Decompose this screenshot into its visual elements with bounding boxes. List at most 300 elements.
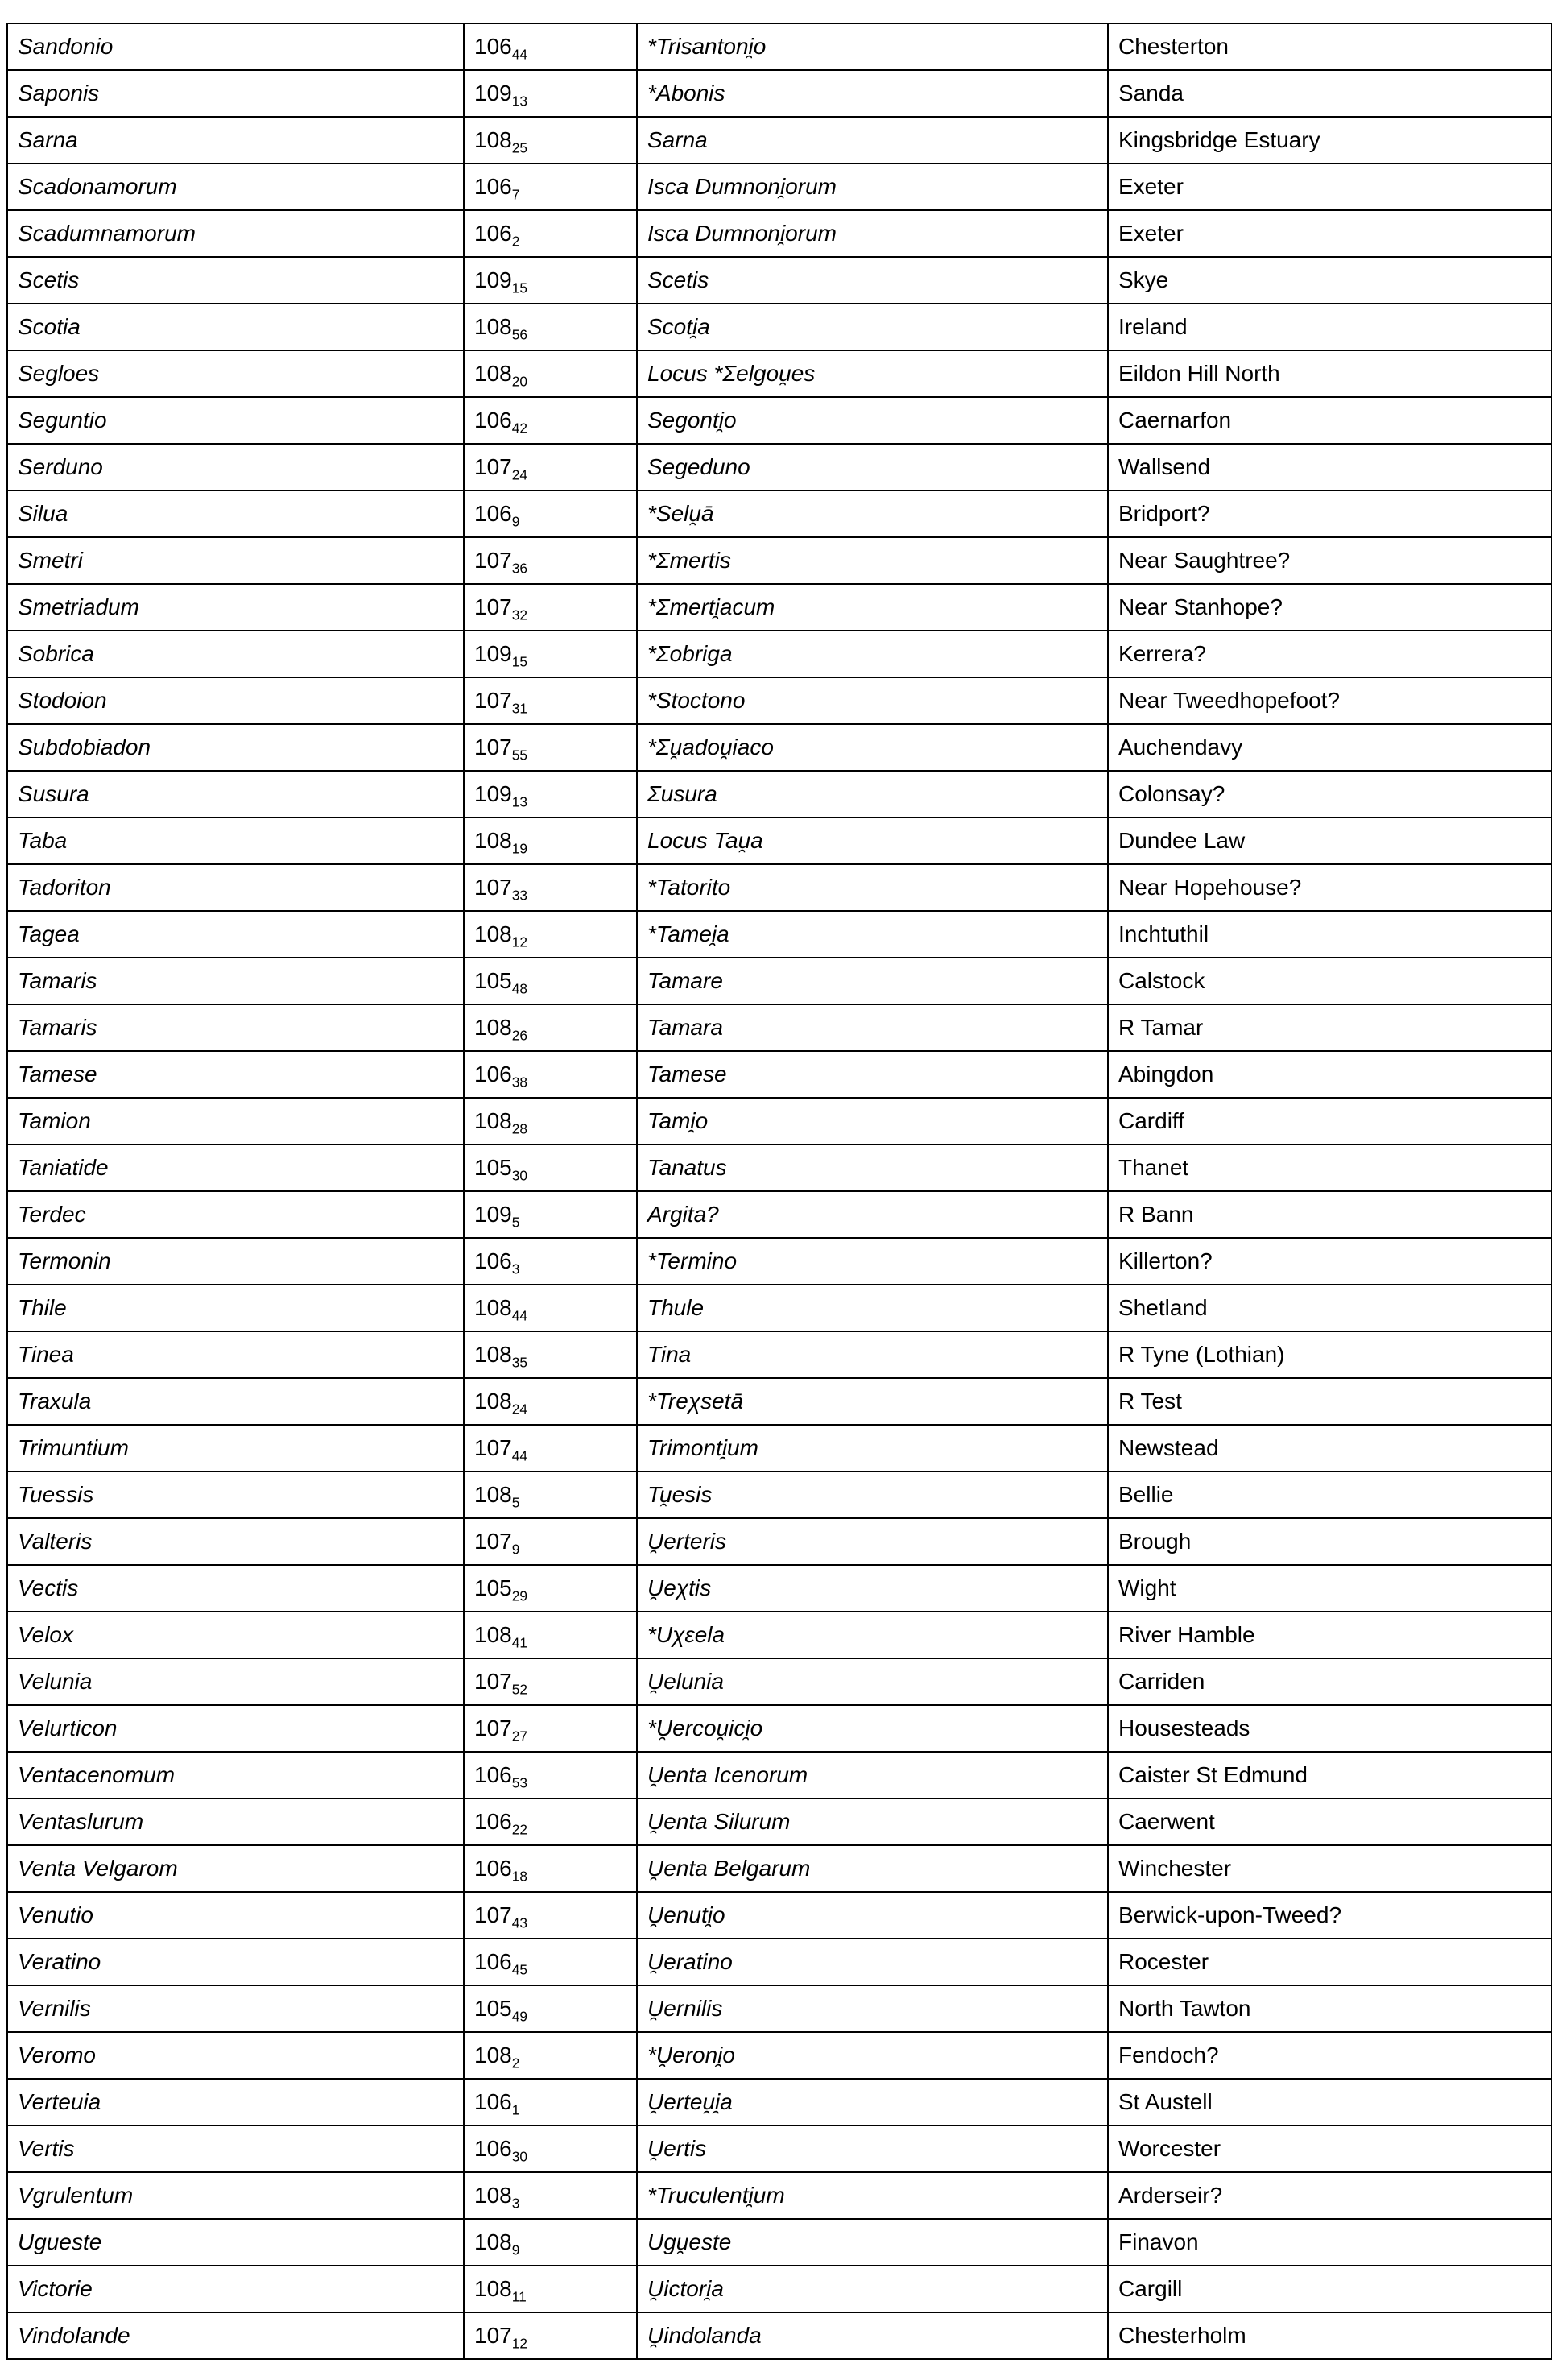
reference-page-number: 106 <box>474 1248 512 1273</box>
cell-identification: Chesterton <box>1108 23 1552 70</box>
reference-line-number: 56 <box>511 326 528 343</box>
cell-reference <box>464 490 637 537</box>
reference-page-number: 106 <box>474 1808 512 1834</box>
reference-line-number: 41 <box>511 1634 528 1651</box>
reference-page-number: 106 <box>474 1948 512 1974</box>
cell-reconstructed-form: U̯enta Silurum <box>637 1798 1108 1845</box>
reference-page-number: 108 <box>474 1107 512 1133</box>
reference-page-number: 108 <box>474 126 512 152</box>
table-row <box>7 70 1552 117</box>
cell-ravenna-form: Terdec <box>7 1191 464 1238</box>
cell-ravenna-form: Termonin <box>7 1238 464 1285</box>
cell-ravenna-form: Smetriadum <box>7 584 464 631</box>
cell-identification: Caernarfon <box>1108 397 1552 444</box>
reference-page-number: 108 <box>474 921 512 946</box>
cell-identification: Sanda <box>1108 70 1552 117</box>
cell-reference <box>464 117 637 163</box>
cell-reference <box>464 2312 637 2359</box>
table-row <box>7 958 1552 1004</box>
cell-ravenna-form: Serduno <box>7 444 464 490</box>
reference-page-number: 107 <box>474 1902 512 1927</box>
cell-reconstructed-form: U̯ernilis <box>637 1985 1108 2032</box>
reference-page-number: 106 <box>474 407 512 433</box>
table-row <box>7 1565 1552 1612</box>
cell-ravenna-form: Saponis <box>7 70 464 117</box>
cell-ravenna-form: Taba <box>7 817 464 864</box>
cell-ravenna-form: Scadonamorum <box>7 163 464 210</box>
reference-line-number: 30 <box>511 1167 528 1184</box>
cell-reference <box>464 1238 637 1285</box>
cell-reconstructed-form: *Trisantoni̯o <box>637 23 1108 70</box>
reference-page-number: 107 <box>474 1715 512 1741</box>
table-row <box>7 584 1552 631</box>
cell-identification: R Bann <box>1108 1191 1552 1238</box>
reference-line-number: 1 <box>511 2101 520 2118</box>
cell-reconstructed-form: U̯enta Icenorum <box>637 1752 1108 1798</box>
cell-reconstructed-form: Scoti̯a <box>637 304 1108 350</box>
cell-reconstructed-form: Tanatus <box>637 1144 1108 1191</box>
cell-identification: R Tyne (Lothian) <box>1108 1331 1552 1378</box>
cell-reconstructed-form: *Abonis <box>637 70 1108 117</box>
cell-ravenna-form: Taniatide <box>7 1144 464 1191</box>
cell-reference <box>464 70 637 117</box>
cell-identification: Cardiff <box>1108 1098 1552 1144</box>
table-row <box>7 1985 1552 2032</box>
cell-ravenna-form: Venutio <box>7 1892 464 1939</box>
reference-line-number: 31 <box>511 700 528 717</box>
table-row <box>7 817 1552 864</box>
table-row <box>7 2266 1552 2312</box>
cell-reconstructed-form: Tamese <box>637 1051 1108 1098</box>
reference-line-number: 36 <box>511 560 528 577</box>
cell-identification: R Tamar <box>1108 1004 1552 1051</box>
reference-line-number: 3 <box>511 1260 520 1277</box>
reference-line-number: 55 <box>511 747 528 764</box>
places-table-body <box>7 23 1552 2359</box>
table-row <box>7 2032 1552 2079</box>
cell-ravenna-form: Tagea <box>7 911 464 958</box>
cell-reconstructed-form: *Σu̯adou̯iaco <box>637 724 1108 771</box>
cell-reference <box>464 1004 637 1051</box>
cell-identification: Housesteads <box>1108 1705 1552 1752</box>
cell-reference <box>464 1378 637 1425</box>
cell-reference <box>464 911 637 958</box>
cell-reconstructed-form: Tamare <box>637 958 1108 1004</box>
cell-reconstructed-form: Sarna <box>637 117 1108 163</box>
cell-reference <box>464 2266 637 2312</box>
cell-reconstructed-form: U̯erteris <box>637 1518 1108 1565</box>
table-row <box>7 210 1552 257</box>
table-row <box>7 1705 1552 1752</box>
cell-identification: Skye <box>1108 257 1552 304</box>
reference-page-number: 108 <box>474 313 512 339</box>
cell-reference <box>464 210 637 257</box>
reference-line-number: 15 <box>511 653 528 670</box>
reference-page-number: 108 <box>474 1294 512 1320</box>
reference-line-number: 22 <box>511 1821 528 1838</box>
cell-ravenna-form: Valteris <box>7 1518 464 1565</box>
reference-line-number: 33 <box>511 887 528 904</box>
table-row <box>7 1518 1552 1565</box>
cell-ravenna-form: Trimuntium <box>7 1425 464 1471</box>
cell-identification: Chesterholm <box>1108 2312 1552 2359</box>
reference-line-number: 25 <box>511 139 528 156</box>
cell-identification: Arderseir? <box>1108 2172 1552 2219</box>
cell-identification: Wight <box>1108 1565 1552 1612</box>
reference-page-number: 109 <box>474 640 512 666</box>
cell-identification: Near Hopehouse? <box>1108 864 1552 911</box>
cell-reference <box>464 2219 637 2266</box>
table-row <box>7 1845 1552 1892</box>
cell-reconstructed-form: U̯eχtis <box>637 1565 1108 1612</box>
cell-reconstructed-form: U̯indolanda <box>637 2312 1108 2359</box>
reference-line-number: 5 <box>511 1494 520 1511</box>
cell-reference <box>464 1144 637 1191</box>
cell-identification: Near Tweedhopefoot? <box>1108 677 1552 724</box>
cell-reconstructed-form: *Truculenti̯um <box>637 2172 1108 2219</box>
cell-ravenna-form: Sandonio <box>7 23 464 70</box>
reference-line-number: 32 <box>511 606 528 623</box>
table-row <box>7 631 1552 677</box>
cell-ravenna-form: Veromo <box>7 2032 464 2079</box>
table-row <box>7 537 1552 584</box>
reference-page-number: 109 <box>474 780 512 806</box>
cell-reference <box>464 23 637 70</box>
cell-reference <box>464 537 637 584</box>
cell-ravenna-form: Velurticon <box>7 1705 464 1752</box>
cell-identification: Finavon <box>1108 2219 1552 2266</box>
reference-line-number: 11 <box>511 2288 527 2305</box>
reference-page-number: 108 <box>474 2182 512 2208</box>
reference-line-number: 45 <box>511 1961 528 1978</box>
cell-identification: Caister St Edmund <box>1108 1752 1552 1798</box>
cell-identification: Wallsend <box>1108 444 1552 490</box>
cell-reference <box>464 2172 637 2219</box>
reference-line-number: 12 <box>511 933 528 950</box>
table-row <box>7 1285 1552 1331</box>
cell-reference <box>464 631 637 677</box>
table-row <box>7 1378 1552 1425</box>
cell-reconstructed-form: Tu̯esis <box>637 1471 1108 1518</box>
cell-ravenna-form: Smetri <box>7 537 464 584</box>
reference-line-number: 52 <box>511 1681 528 1698</box>
cell-reference <box>464 1892 637 1939</box>
cell-reconstructed-form: Argita? <box>637 1191 1108 1238</box>
reference-line-number: 38 <box>511 1074 528 1091</box>
table-row <box>7 1471 1552 1518</box>
cell-ravenna-form: Thile <box>7 1285 464 1331</box>
cell-identification: Kerrera? <box>1108 631 1552 677</box>
cell-reference <box>464 958 637 1004</box>
cell-reference <box>464 771 637 817</box>
cell-identification: Thanet <box>1108 1144 1552 1191</box>
table-row <box>7 257 1552 304</box>
table-row <box>7 1752 1552 1798</box>
cell-ravenna-form: Velunia <box>7 1658 464 1705</box>
table-row <box>7 1425 1552 1471</box>
cell-reconstructed-form: Scetis <box>637 257 1108 304</box>
cell-identification: Shetland <box>1108 1285 1552 1331</box>
cell-ravenna-form: Venta Velgarom <box>7 1845 464 1892</box>
cell-ravenna-form: Tinea <box>7 1331 464 1378</box>
cell-reference <box>464 817 637 864</box>
cell-reconstructed-form: Σusura <box>637 771 1108 817</box>
reference-page-number: 107 <box>474 2322 512 2348</box>
cell-reconstructed-form: Thule <box>637 1285 1108 1331</box>
reference-line-number: 9 <box>511 2241 520 2258</box>
cell-ravenna-form: Verteuia <box>7 2079 464 2125</box>
cell-reconstructed-form: U̯ictori̯a <box>637 2266 1108 2312</box>
cell-reconstructed-form: Isca Dumnoni̯orum <box>637 210 1108 257</box>
reference-page-number: 109 <box>474 80 512 106</box>
table-row <box>7 911 1552 958</box>
cell-reference <box>464 397 637 444</box>
cell-ravenna-form: Silua <box>7 490 464 537</box>
table-row <box>7 1892 1552 1939</box>
reference-page-number: 109 <box>474 1201 512 1227</box>
cell-ravenna-form: Scotia <box>7 304 464 350</box>
cell-reconstructed-form: Tamara <box>637 1004 1108 1051</box>
reference-line-number: 7 <box>511 186 520 203</box>
reference-line-number: 42 <box>511 420 528 437</box>
reference-page-number: 107 <box>474 687 512 713</box>
reference-page-number: 108 <box>474 2229 512 2254</box>
reference-page-number: 105 <box>474 1575 512 1600</box>
reference-line-number: 49 <box>511 2008 528 2025</box>
cell-identification: Carriden <box>1108 1658 1552 1705</box>
cell-identification: Kingsbridge Estuary <box>1108 117 1552 163</box>
cell-identification: Brough <box>1108 1518 1552 1565</box>
cell-identification: North Tawton <box>1108 1985 1552 2032</box>
cell-identification: Newstead <box>1108 1425 1552 1471</box>
cell-reconstructed-form: U̯elunia <box>637 1658 1108 1705</box>
reference-line-number: 13 <box>511 793 528 810</box>
table-row <box>7 2312 1552 2359</box>
reference-page-number: 109 <box>474 267 512 292</box>
cell-identification: Caerwent <box>1108 1798 1552 1845</box>
table-row <box>7 1191 1552 1238</box>
table-row <box>7 397 1552 444</box>
cell-ravenna-form: Scetis <box>7 257 464 304</box>
cell-reference <box>464 1565 637 1612</box>
cell-reference <box>464 1331 637 1378</box>
cell-identification: Winchester <box>1108 1845 1552 1892</box>
cell-reconstructed-form: Tami̯o <box>637 1098 1108 1144</box>
cell-reconstructed-form: *Tamei̯a <box>637 911 1108 958</box>
cell-identification: Ireland <box>1108 304 1552 350</box>
cell-ravenna-form: Ugueste <box>7 2219 464 2266</box>
cell-reconstructed-form: Isca Dumnoni̯orum <box>637 163 1108 210</box>
cell-reference <box>464 444 637 490</box>
cell-ravenna-form: Vindolande <box>7 2312 464 2359</box>
cell-ravenna-form: Vernilis <box>7 1985 464 2032</box>
reference-page-number: 107 <box>474 547 512 573</box>
table-row <box>7 1051 1552 1098</box>
cell-ravenna-form: Traxula <box>7 1378 464 1425</box>
cell-ravenna-form: Susura <box>7 771 464 817</box>
cell-reference <box>464 1798 637 1845</box>
cell-reconstructed-form: *Stoctono <box>637 677 1108 724</box>
cell-reference <box>464 1939 637 1985</box>
reference-page-number: 107 <box>474 734 512 760</box>
cell-reference <box>464 864 637 911</box>
table-row <box>7 1939 1552 1985</box>
cell-ravenna-form: Tamion <box>7 1098 464 1144</box>
table-row <box>7 163 1552 210</box>
reference-page-number: 105 <box>474 1995 512 2021</box>
reference-page-number: 105 <box>474 967 512 993</box>
table-row <box>7 1798 1552 1845</box>
cell-reconstructed-form: Trimonti̯um <box>637 1425 1108 1471</box>
cell-reference <box>464 1985 637 2032</box>
cell-reconstructed-form: U̯ertis <box>637 2125 1108 2172</box>
table-row <box>7 304 1552 350</box>
cell-reconstructed-form: Segonti̯o <box>637 397 1108 444</box>
cell-identification: Near Stanhope? <box>1108 584 1552 631</box>
reference-line-number: 44 <box>511 1447 528 1464</box>
reference-page-number: 106 <box>474 2135 512 2161</box>
cell-reference <box>464 1051 637 1098</box>
cell-ravenna-form: Tamese <box>7 1051 464 1098</box>
cell-reconstructed-form: Ugu̯este <box>637 2219 1108 2266</box>
reference-line-number: 27 <box>511 1728 528 1745</box>
reference-line-number: 30 <box>511 2148 528 2165</box>
table-row <box>7 2079 1552 2125</box>
cell-identification: R Test <box>1108 1378 1552 1425</box>
reference-line-number: 29 <box>511 1587 528 1604</box>
cell-reconstructed-form: *Tatorito <box>637 864 1108 911</box>
reference-page-number: 106 <box>474 1061 512 1087</box>
reference-page-number: 108 <box>474 1341 512 1367</box>
cell-reconstructed-form: Tina <box>637 1331 1108 1378</box>
cell-reference <box>464 584 637 631</box>
reference-line-number: 44 <box>511 46 528 63</box>
cell-identification: St Austell <box>1108 2079 1552 2125</box>
cell-ravenna-form: Vgrulentum <box>7 2172 464 2219</box>
cell-reconstructed-form: *Termino <box>637 1238 1108 1285</box>
cell-ravenna-form: Ventacenomum <box>7 1752 464 1798</box>
cell-identification: Near Saughtree? <box>1108 537 1552 584</box>
cell-reconstructed-form: *Uχɛela <box>637 1612 1108 1658</box>
table-row <box>7 2219 1552 2266</box>
cell-identification: Colonsay? <box>1108 771 1552 817</box>
reference-page-number: 106 <box>474 173 512 199</box>
cell-ravenna-form: Ventaslurum <box>7 1798 464 1845</box>
cell-reference <box>464 1098 637 1144</box>
cell-reference <box>464 1518 637 1565</box>
table-row <box>7 490 1552 537</box>
table-row <box>7 350 1552 397</box>
cell-ravenna-form: Tuessis <box>7 1471 464 1518</box>
table-row <box>7 1144 1552 1191</box>
cell-identification: Abingdon <box>1108 1051 1552 1098</box>
cell-ravenna-form: Segloes <box>7 350 464 397</box>
reference-page-number: 108 <box>474 1481 512 1507</box>
cell-ravenna-form: Vertis <box>7 2125 464 2172</box>
table-row <box>7 1612 1552 1658</box>
reference-line-number: 53 <box>511 1774 528 1791</box>
reference-line-number: 15 <box>511 279 528 296</box>
cell-reference <box>464 304 637 350</box>
cell-ravenna-form: Stodoion <box>7 677 464 724</box>
reference-page-number: 106 <box>474 220 512 246</box>
cell-ravenna-form: Seguntio <box>7 397 464 444</box>
reference-page-number: 108 <box>474 2275 512 2301</box>
reference-line-number: 20 <box>511 373 528 390</box>
table-row <box>7 771 1552 817</box>
reference-page-number: 107 <box>474 1528 512 1554</box>
cell-identification: Worcester <box>1108 2125 1552 2172</box>
cell-identification: Exeter <box>1108 210 1552 257</box>
reference-line-number: 19 <box>511 840 528 857</box>
reference-line-number: 18 <box>511 1868 528 1885</box>
reference-line-number: 9 <box>511 1541 520 1558</box>
cell-ravenna-form: Sarna <box>7 117 464 163</box>
reference-line-number: 5 <box>511 1214 520 1231</box>
reference-page-number: 108 <box>474 1014 512 1040</box>
reference-page-number: 108 <box>474 2042 512 2067</box>
reference-page-number: 107 <box>474 453 512 479</box>
cell-reference <box>464 1612 637 1658</box>
cell-reconstructed-form: Locus *Σelgou̯es <box>637 350 1108 397</box>
cell-identification: Calstock <box>1108 958 1552 1004</box>
cell-identification: Dundee Law <box>1108 817 1552 864</box>
cell-reconstructed-form: *U̯eroni̯o <box>637 2032 1108 2079</box>
cell-reference <box>464 1752 637 1798</box>
reference-page-number: 106 <box>474 1761 512 1787</box>
cell-ravenna-form: Victorie <box>7 2266 464 2312</box>
cell-reference <box>464 1471 637 1518</box>
cell-ravenna-form: Scadumnamorum <box>7 210 464 257</box>
cell-identification: Eildon Hill North <box>1108 350 1552 397</box>
table-row <box>7 2125 1552 2172</box>
reference-page-number: 107 <box>474 594 512 619</box>
cell-reference <box>464 257 637 304</box>
table-row <box>7 117 1552 163</box>
cell-reconstructed-form: *U̯ercou̯ici̯o <box>637 1705 1108 1752</box>
cell-reconstructed-form: *Selu̯ā <box>637 490 1108 537</box>
table-row <box>7 724 1552 771</box>
reference-line-number: 26 <box>511 1027 528 1044</box>
reference-page-number: 106 <box>474 500 512 526</box>
cell-ravenna-form: Sobrica <box>7 631 464 677</box>
cell-reconstructed-form: U̯enta Belgarum <box>637 1845 1108 1892</box>
cell-identification: Exeter <box>1108 163 1552 210</box>
reference-line-number: 24 <box>511 1401 528 1418</box>
table-row <box>7 1331 1552 1378</box>
cell-reconstructed-form: U̯erteu̯i̯a <box>637 2079 1108 2125</box>
table-row <box>7 864 1552 911</box>
cell-reference <box>464 677 637 724</box>
cell-reference <box>464 2032 637 2079</box>
cell-reconstructed-form: U̯enuti̯o <box>637 1892 1108 1939</box>
cell-reference <box>464 1191 637 1238</box>
cell-reference <box>464 2079 637 2125</box>
reference-page-number: 107 <box>474 1434 512 1460</box>
cell-ravenna-form: Veratino <box>7 1939 464 1985</box>
cell-identification: Cargill <box>1108 2266 1552 2312</box>
table-row <box>7 23 1552 70</box>
cell-identification: Killerton? <box>1108 1238 1552 1285</box>
reference-page-number: 106 <box>474 1855 512 1881</box>
cell-identification: River Hamble <box>1108 1612 1552 1658</box>
reference-line-number: 35 <box>511 1354 528 1371</box>
cell-ravenna-form: Velox <box>7 1612 464 1658</box>
cell-identification: Bellie <box>1108 1471 1552 1518</box>
cell-reference <box>464 2125 637 2172</box>
table-row <box>7 444 1552 490</box>
cell-reference <box>464 1705 637 1752</box>
